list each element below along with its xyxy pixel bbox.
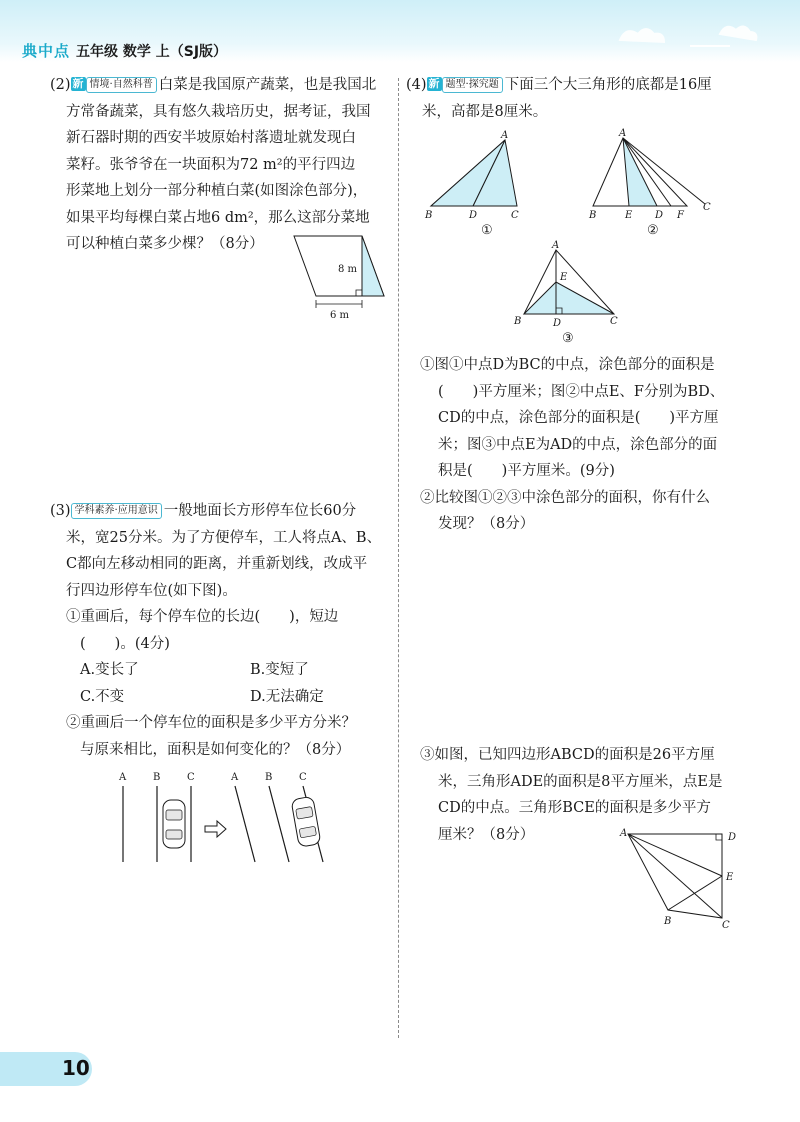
figure-3-label: ③ — [562, 331, 574, 346]
point-a: A — [620, 828, 628, 839]
q3-parking-figure — [115, 770, 340, 865]
point-e: E — [726, 872, 734, 883]
point-b: B — [514, 316, 522, 327]
q2-line-5: 形菜地上划分一部分种植白菜(如图涂色部分)， — [66, 183, 368, 199]
q4-figure-2 — [585, 130, 715, 240]
car-icon-after — [291, 796, 321, 847]
point-b: B — [589, 210, 597, 221]
point-a: A — [619, 128, 627, 139]
label-b-after: B — [265, 772, 273, 783]
q4-sub2-line-2: 发现？（8分） — [438, 516, 535, 532]
figure-2-label: ② — [647, 223, 659, 238]
label-a-after: A — [231, 772, 239, 783]
q4-sub1 — [420, 352, 750, 538]
point-d: D — [469, 210, 478, 221]
q4-sub3-line-1: ③如图，已知四边形ABCD的面积是26平方厘 — [420, 747, 715, 763]
cloud-decoration-icon — [600, 12, 790, 52]
brand-logo: 典中点 — [22, 42, 71, 60]
q3-tag: 学科素养·应用意识 — [71, 503, 162, 519]
q3-line-1: (3) 学科素养·应用意识 一般地面长方形停车位长60分 — [50, 503, 357, 519]
question-2 — [50, 72, 390, 258]
q4-sub1-line-1: ①图①中点D为BC的中点，涂色部分的面积是 — [420, 357, 715, 373]
q4-tag: 题型·探究题 — [442, 77, 503, 93]
option-d[interactable]: D.无法确定 — [250, 688, 324, 705]
q3-line-4: 行四边形停车位(如下图)。 — [66, 582, 237, 599]
q3-line-3: C都向左移动相同的距离，并重新划线，改成平 — [66, 556, 368, 572]
q2-line-7: 可以种植白菜多少棵？（8分） — [66, 236, 264, 252]
point-e: E — [625, 210, 633, 221]
page-number-tab — [0, 1052, 92, 1086]
q3-options — [50, 657, 390, 710]
q2-parallelogram-figure — [290, 232, 390, 322]
option-b[interactable]: B.变短了 — [250, 662, 309, 678]
page-number: 10 — [62, 1056, 90, 1080]
q4-sub1-line-5: 积是( )平方厘米。(9分) — [438, 463, 615, 479]
point-c: C — [610, 316, 618, 327]
q3-sub2-line-1: ②重画后一个停车位的面积是多少平方分米？ — [66, 715, 356, 731]
q2-tag: 情境·自然科普 — [86, 77, 157, 93]
car-icon — [163, 800, 185, 848]
q4-sub1-line-3: CD的中点，涂色部分的面积是( )平方厘 — [438, 410, 719, 426]
grade-title: 五年级 数学 上（SJ版） — [76, 44, 228, 60]
point-a: A — [501, 130, 509, 141]
point-d: D — [553, 318, 562, 329]
point-a: A — [552, 240, 560, 251]
question-4 — [406, 72, 746, 125]
q4-sub3-line-3: CD的中点。三角形BCE的面积是多少平方 — [438, 800, 711, 816]
q4-sub1-line-2: ( )平方厘米；图②中点E、F分别为BD、 — [438, 383, 725, 400]
q4-line-1: (4) 新 题型·探究题 下面三个大三角形的底都是16厘 — [406, 77, 712, 93]
q2-line-2: 方常备蔬菜，具有悠久栽培历史，据考证，我国 — [66, 103, 371, 120]
label-c: C — [187, 772, 195, 783]
figure-1-label: ① — [481, 223, 493, 238]
point-b: B — [425, 210, 433, 221]
q4-figure-3 — [510, 240, 620, 348]
option-c[interactable]: C.不变 — [80, 688, 125, 705]
point-d: D — [728, 832, 737, 843]
new-badge: 新 — [428, 77, 440, 90]
option-a[interactable]: A.变长了 — [80, 662, 139, 678]
new-badge: 新 — [72, 77, 84, 90]
q2-line-1: (2) 新 情境·自然科普 白菜是我国原产蔬菜，也是我国北 — [50, 77, 377, 93]
q2-line-3: 新石器时期的西安半坡原始村落遗址就发现白 — [66, 130, 356, 146]
q2-height-label: 8 m — [338, 264, 358, 275]
arrow-right-icon — [205, 821, 226, 837]
q4-figure-1 — [425, 130, 545, 240]
point-c: C — [511, 210, 519, 221]
q2-base-label: 6 m — [330, 310, 350, 321]
point-f: F — [677, 210, 684, 221]
point-c: C — [722, 920, 730, 931]
q4-line-2: 米，高都是8厘米。 — [422, 103, 548, 120]
label-b: B — [153, 772, 161, 783]
point-d: D — [655, 210, 664, 221]
q3-sub2-line-2: 与原来相比，面积是如何变化的？（8分） — [80, 741, 351, 758]
q3-line-2: 米，宽25分米。为了方便停车，工人将点A、B、 — [66, 529, 382, 546]
q2-line-4: 菜籽。张爷爷在一块面积为72 m²的平行四边 — [66, 156, 356, 173]
column-divider — [398, 78, 399, 1038]
page-header — [0, 0, 800, 62]
q4-quadrilateral-figure — [612, 826, 752, 936]
q2-line-6: 如果平均每棵白菜占地6 dm²，那么这部分菜地 — [66, 209, 370, 226]
question-3 — [50, 498, 390, 763]
q4-sub3-line-4: 厘米？（8分） — [438, 826, 535, 843]
label-c-after: C — [299, 772, 307, 783]
q3-sub1-line-1: ①重画后，每个停车位的长边( )，短边 — [66, 609, 339, 625]
label-a: A — [119, 772, 127, 783]
q4-sub1-line-4: 米；图③中点E为AD的中点，涂色部分的面 — [438, 436, 718, 453]
q3-sub1-line-2: ( )。(4分) — [80, 635, 170, 652]
point-c: C — [703, 202, 711, 213]
q4-sub3-line-2: 米，三角形ADE的面积是8平方厘米，点E是 — [438, 773, 723, 790]
q4-sub2-line-1: ②比较图①②③中涂色部分的面积，你有什么 — [420, 489, 710, 506]
point-b: B — [664, 916, 672, 927]
point-e: E — [560, 272, 568, 283]
